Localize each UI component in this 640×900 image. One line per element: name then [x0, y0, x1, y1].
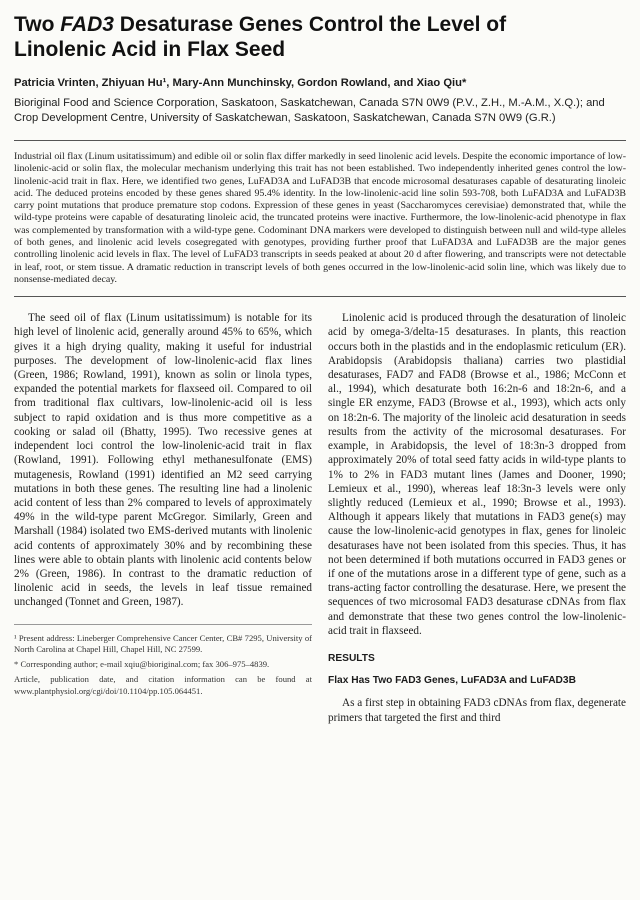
title-line1-post: Desaturase Genes Control the Level of	[113, 13, 507, 36]
abstract: Industrial oil flax (Linum usitatissimum) and edible oil or solin flax differ markedly in seed linolenic acid levels. Despite the economic importance of low-linolenic-acid or solin flax, the molecular mechanism underlying this trait has not been established. Two independently inherited genes control the low-linolenic-acid trait in flax. Here, we identified two genes, LuFAD3A and LuFAD3B that encode microsomal desaturases capable of desaturating linoleic acid. The deduced proteins encoded by these genes shared 95.4% identity. In the low-linolenic-acid line solin 593-708, both LuFAD3A and LuFAD3B carry point mutations that produce premature stop codons. Expression of these genes in yeast (Saccharomyces cerevisiae) demonstrated that, while the wild-type proteins were capable of desaturating linoleic acid, the truncated proteins were inactive. Furthermore, the low-linolenic-acid phenotype in flax was complemented by transformation with a wild-type gene. Codominant DNA markers were developed to distinguish between null and wild-type alleles of both genes, and linolenic acid levels cosegregated with genotypes, providing further proof that LuFAD3A and LuFAD3B are the major genes controlling linolenic acid levels in flax. The level of LuFAD3 transcripts in seeds peaked at about 20 d after flowering, and transcripts were not detectable in leaf, root, or stem tissue. A dramatic reduction in transcript levels of both genes occurred in the low-linolenic-acid solin line, which was likely due to nonsense-mediated decay.	[14, 151, 626, 285]
left-column	[14, 311, 312, 724]
title-line2: Linolenic Acid in Flax Seed	[14, 38, 286, 61]
author-list: Patricia Vrinten, Zhiyuan Hu¹, Mary-Ann Munchinsky, Gordon Rowland, and Xiao Qiu*	[14, 77, 467, 89]
intro-paragraph-2: Linolenic acid is produced through the desaturation of linoleic acid by omega-3/delta-15 desaturases. In plants, this reaction occurs both in the plastids and in the endoplasmic reticulum (ER). Arabidopsis (Arabidopsis thaliana) carries two plastidial desaturases, FAD7 and FAD8 (Browse et al., 1986; McConn et al., 1994), which desaturate both 16:2n-6 and 18:2n-6, and a single ER enzyme, FAD3 (Browse et al., 1993), which acts only on 18:2n-6. The majority of the linoleic acid desaturation in seeds results from the activity of the microsomal desaturases. For example, in Arabidopsis, the level of 18:3n-3 dropped from approximately 20% of total seed fatty acids in wild-type plants to 1% to 2% in FAD3 mutant lines (James and Dooner, 1990; Lemieux et al., 1990), whereas leaf 18:3n-3 levels were only slightly reduced (Lemieux et al., 1990; Browse et al., 1993). Although it appears likely that mutations in FAD3 gene(s) may cause the low-linolenic-acid genotypes in flax, genes for linoleic desaturases have not been isolated from this species. Thus, it has not been determined if both mutations occurred in FAD3 genes or if one of the mutations arose in a different type of gene, such as a trans-acting factor controlling the desaturase. Here, we present the sequences of two microsomal FAD3 desaturase cDNAs from flax and demonstrate that these two genes control the low-linolenic-acid trait in flaxseed.	[328, 312, 626, 637]
title-line1-gene: FAD3	[60, 13, 114, 36]
footnote-corresponding: * Corresponding author; e-mail xqiu@bioriginal.com; fax 306–975–4839.	[14, 659, 270, 670]
top-divider	[14, 140, 626, 141]
results-subheading: Flax Has Two FAD3 Genes, LuFAD3A and LuFAD3B	[328, 675, 576, 687]
right-column	[328, 311, 626, 724]
footnote-address: ¹ Present address: Lineberger Comprehensive Cancer Center, CB# 7295, University of North Carolina at Chapel Hill, Chapel Hill, NC 27599.	[14, 632, 312, 654]
intro-paragraph-1: The seed oil of flax (Linum usitatissimum) is notable for its high level of linolenic acid, generally around 45% to 65%, which gives it a high drying quality, making it useful for industrial purposes. The development of low-linolenic-acid flax lines (Green, 1986; Rowland, 1991), known as solin or linola types, expanded the potential markets for flaxseed oil. Compared to oil from traditional flax cultivars, low-linolenic-acid oil is less subject to rapid oxidation and is thus more competitive as a cooking or salad oil (Bhatty, 1995). Two recessive genes at independent loci control the low-linolenic-acid trait in flax (Rowland, 1991). Following ethyl methanesulfonate (EMS) mutagenesis, Rowland (1991) identified an M2 seed carrying mutations in both these genes. The resulting line had a linolenic acid content of less than 2% compared to levels of approximately 49% in the wild-type parent McGregor. Similarly, Green and Marshall (1984) isolated two EMS-derived mutants with linolenic acid contents of approximately 30% and by recombining these lines were able to obtain plants with linolenic acid contents below 2% (Green, 1986). In contrast to the dramatic reduction of linolenic acid in seeds, the levels in leaf tissue remained unchanged (Tonnet and Green, 1987).	[14, 312, 312, 609]
body-columns	[14, 311, 626, 724]
results-heading: RESULTS	[328, 652, 375, 664]
article-title	[14, 12, 626, 62]
footnote-citation: Article, publication date, and citation information can be found at www.plantphysiol.org/cgi/doi/10.1104/pp.105.064451.	[14, 674, 312, 696]
results-paragraph-1: As a first step in obtaining FAD3 cDNAs from flax, degenerate primers that targeted the first and third	[328, 697, 626, 724]
affiliation: Bioriginal Food and Science Corporation, Saskatoon, Saskatchewan, Canada S7N 0W9 (P.V., Z.H., M.-A.M., X.Q.); and Crop Development Centre, University of Saskatchewan, Saskatoon, Saskatchewan, Canada S7N 0W9 (G.R.)	[14, 97, 605, 124]
abstract-divider	[14, 296, 626, 297]
title-line1-pre: Two	[14, 13, 61, 36]
footnotes	[14, 624, 312, 697]
